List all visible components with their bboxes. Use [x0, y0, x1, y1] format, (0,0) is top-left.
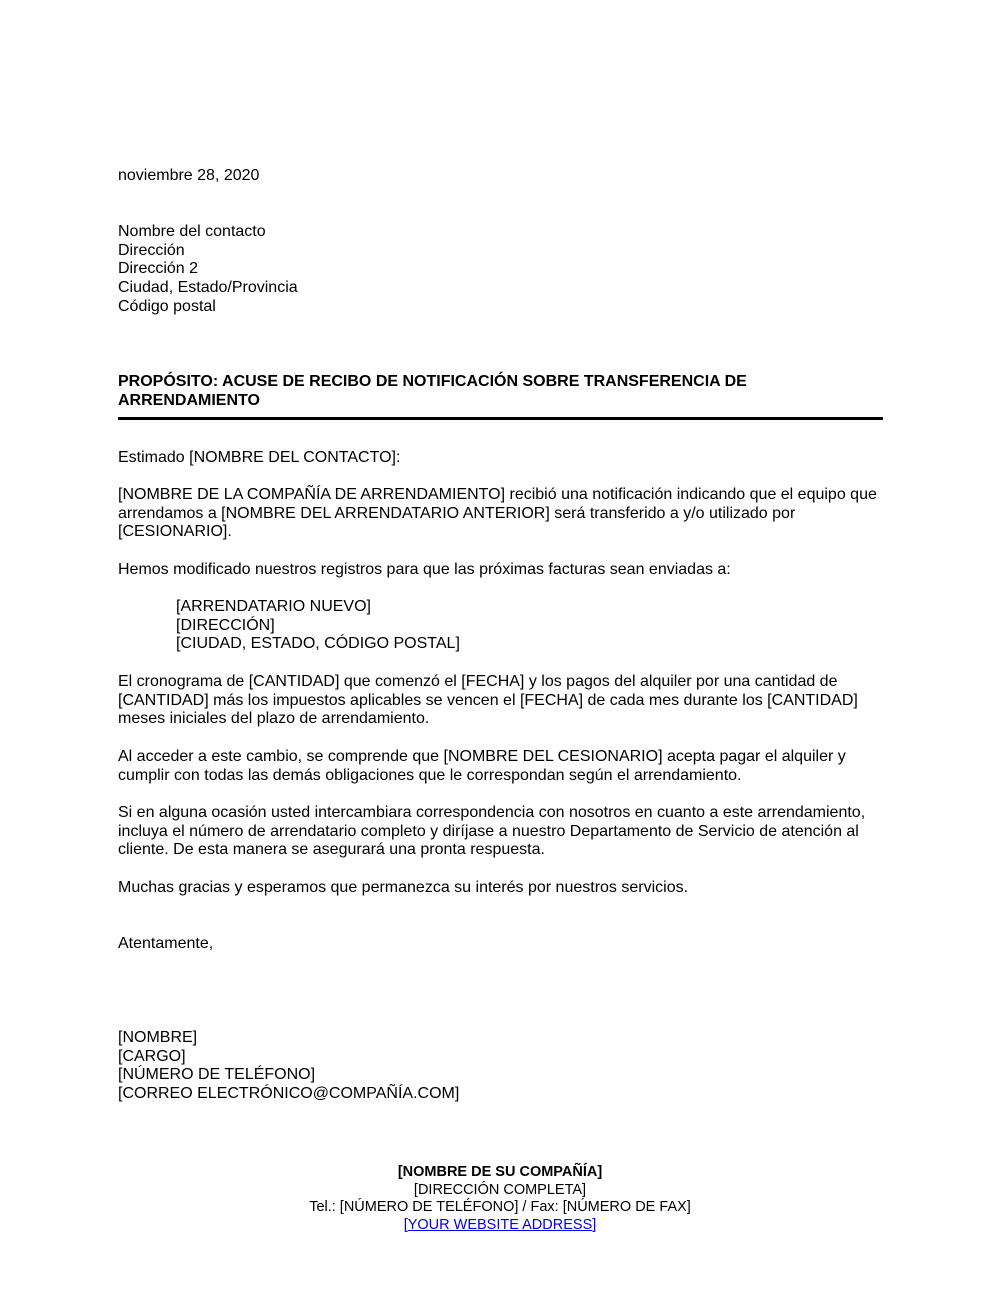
new-lessee-name: [ARRENDATARIO NUEVO]: [176, 598, 371, 615]
paragraph-records-updated: Hemos modificado nuestros registros para que las próximas facturas sean enviadas a:: [118, 561, 731, 578]
signature-title: [CARGO]: [118, 1047, 186, 1065]
new-lessee-address: [176, 598, 460, 654]
new-lessee-city: [CIUDAD, ESTADO, CÓDIGO POSTAL]: [176, 635, 460, 653]
paragraph-thanks: Muchas gracias y esperamos que permanezca su interés por nuestros servicios.: [118, 879, 689, 896]
footer-address: [DIRECCIÓN COMPLETA]: [413, 1181, 587, 1198]
recipient-address: [118, 223, 298, 317]
subject-divider: [118, 417, 883, 420]
signature-block: [118, 1029, 459, 1104]
footer-website-link[interactable]: [YOUR WEBSITE ADDRESS]: [403, 1216, 597, 1233]
subject-heading: [118, 373, 882, 410]
salutation: Estimado [NOMBRE DEL CONTACTO]:: [118, 449, 401, 466]
new-lessee-street: [DIRECCIÓN]: [176, 616, 275, 634]
footer-phone-fax: Tel.: [NÚMERO DE TELÉFONO] / Fax: [NÚMERO DE FAX]: [309, 1199, 691, 1215]
signature-phone: [NÚMERO DE TELÉFONO]: [118, 1066, 316, 1084]
footer-company-name: [NOMBRE DE SU COMPAÑÍA]: [397, 1164, 603, 1180]
subject-line-1: PROPÓSITO: ACUSE DE RECIBO DE NOTIFICACIÓN SOBRE TRANSFERENCIA DE: [118, 373, 747, 390]
recipient-postal-code: Código postal: [118, 297, 216, 315]
letterhead-footer: [0, 1164, 1000, 1234]
paragraph-correspondence: Si en alguna ocasión usted intercambiara correspondencia con nosotros en cuanto a este arrendamiento, incluya el número de arrendatario completo y diríjase a nuestro Departamento de Servicio de atención al cliente. De esta manera se asegurará una pronta respuesta.: [118, 804, 866, 859]
letter-date: noviembre 28, 2020: [118, 167, 260, 184]
recipient-name: Nombre del contacto: [118, 223, 266, 240]
paragraph-schedule: El cronograma de [CANTIDAD] que comenzó el [FECHA] y los pagos del alquiler por una cantidad de [CANTIDAD] más los impuestos aplicables se vencen el [FECHA] de cada mes durante los [CANTIDAD] meses iniciales del plazo de arrendamiento.: [118, 673, 858, 728]
subject-line-2: ARRENDAMIENTO: [118, 391, 260, 409]
paragraph-acceptance: Al acceder a este cambio, se comprende que [NOMBRE DEL CESIONARIO] acepta pagar el alquiler y cumplir con todas las demás obligaciones que le correspondan según el arrendamiento.: [118, 748, 846, 784]
signature-name: [NOMBRE]: [118, 1029, 198, 1046]
closing: Atentamente,: [118, 935, 214, 952]
recipient-city-state: Ciudad, Estado/Provincia: [118, 279, 298, 297]
recipient-address-line1: Dirección: [118, 241, 185, 259]
signature-email: [CORREO ELECTRÓNICO@COMPAÑÍA.COM]: [118, 1085, 460, 1103]
paragraph-notification: [NOMBRE DE LA COMPAÑÍA DE ARRENDAMIENTO] recibió una notificación indicando que el equipo que arrendamos a [NOMBRE DEL ARRENDATARIO ANTERIOR] será transferido a y/o utilizado por [CESIONARIO].: [118, 486, 877, 541]
recipient-address-line2: Dirección 2: [118, 260, 199, 278]
